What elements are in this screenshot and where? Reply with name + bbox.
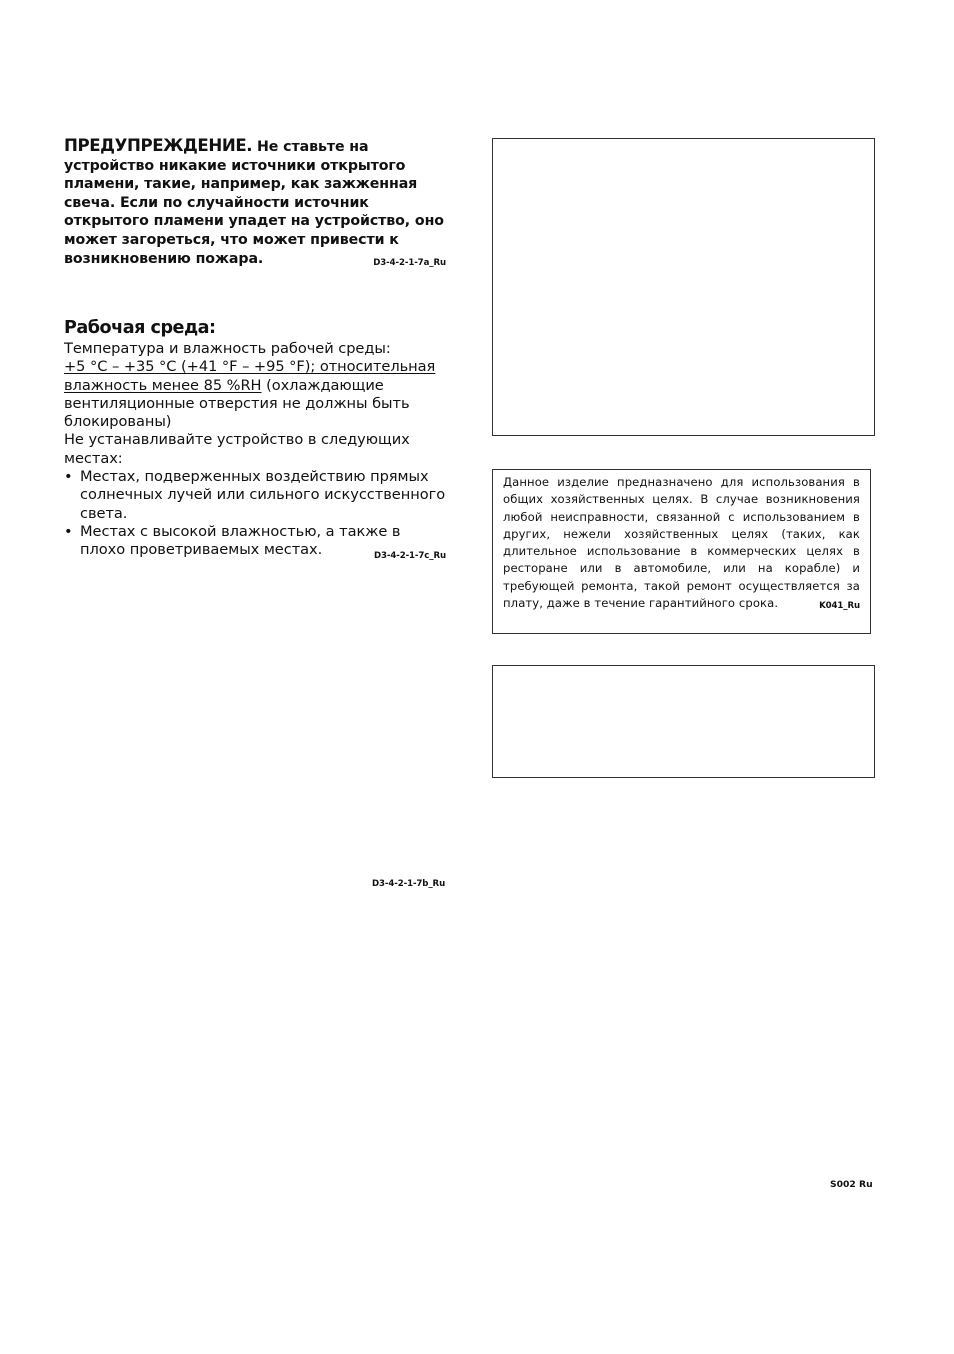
environment-intro-text: Температура и влажность рабочей среды: xyxy=(64,340,391,357)
warning-ref-code: D3-4-2-1-7a_Ru xyxy=(373,257,446,268)
environment-range: +5 °C – +35 °C (+41 °F – +95 °F); относительная влажность менее 85 %RH xyxy=(64,358,436,394)
lone-ref-code: D3-4-2-1-7b_Ru xyxy=(372,879,446,889)
list-item-text: Местах, подверженных воздействию прямых солнечных лучей или сильного искусственного света. xyxy=(80,468,446,522)
environment-body xyxy=(64,340,446,566)
environment-bullet-list xyxy=(64,468,446,562)
warning-title: ПРЕДУПРЕЖДЕНИЕ. xyxy=(64,136,253,155)
notice-ref-code: K041_Ru xyxy=(819,601,860,612)
notice-box xyxy=(492,469,871,634)
empty-frame-top xyxy=(492,138,875,436)
bullet-icon: • xyxy=(64,522,73,540)
environment-ref-code: D3-4-2-1-7c_Ru xyxy=(373,551,446,562)
list-item xyxy=(64,468,446,523)
warning-block xyxy=(64,137,446,272)
bullet-icon: • xyxy=(64,468,73,486)
environment-heading: Рабочая среда: xyxy=(64,318,216,338)
page-code: S002 Ru xyxy=(830,1179,873,1190)
environment-do-not-install: Не устанавливайте устройство в следующих местах: xyxy=(64,431,410,467)
list-item xyxy=(64,523,446,560)
list-item-text: Местах с высокой влажностью, а также в плохо проветриваемых местах. xyxy=(80,522,401,559)
environment-intro xyxy=(64,340,446,431)
warning-text: Не ставьте на устройство никакие источники открытого пламени, такие, например, как зажженная свеча. Если по случайности источник открытого пламени упадет на устройство, оно может загореться, что может привести к возникновению пожара. xyxy=(64,139,444,267)
notice-text: Данное изделие предназначено для использования в общих хозяйственных целях. В случае возникновения любой неисправности, связанной с использованием в других, нежели хозяйственных целях (таких, как длительное использование в коммерческих целях в ресторане или в автомобиле, или на корабле) и требующей ремонта, такой ремонт осуществляется за плату, даже в течение гарантийного срока. xyxy=(503,475,860,611)
environment-range-note: (охлаждающие вентиляционные отверстия не должны быть блокированы) xyxy=(64,376,410,431)
empty-frame-bottom xyxy=(492,665,875,778)
